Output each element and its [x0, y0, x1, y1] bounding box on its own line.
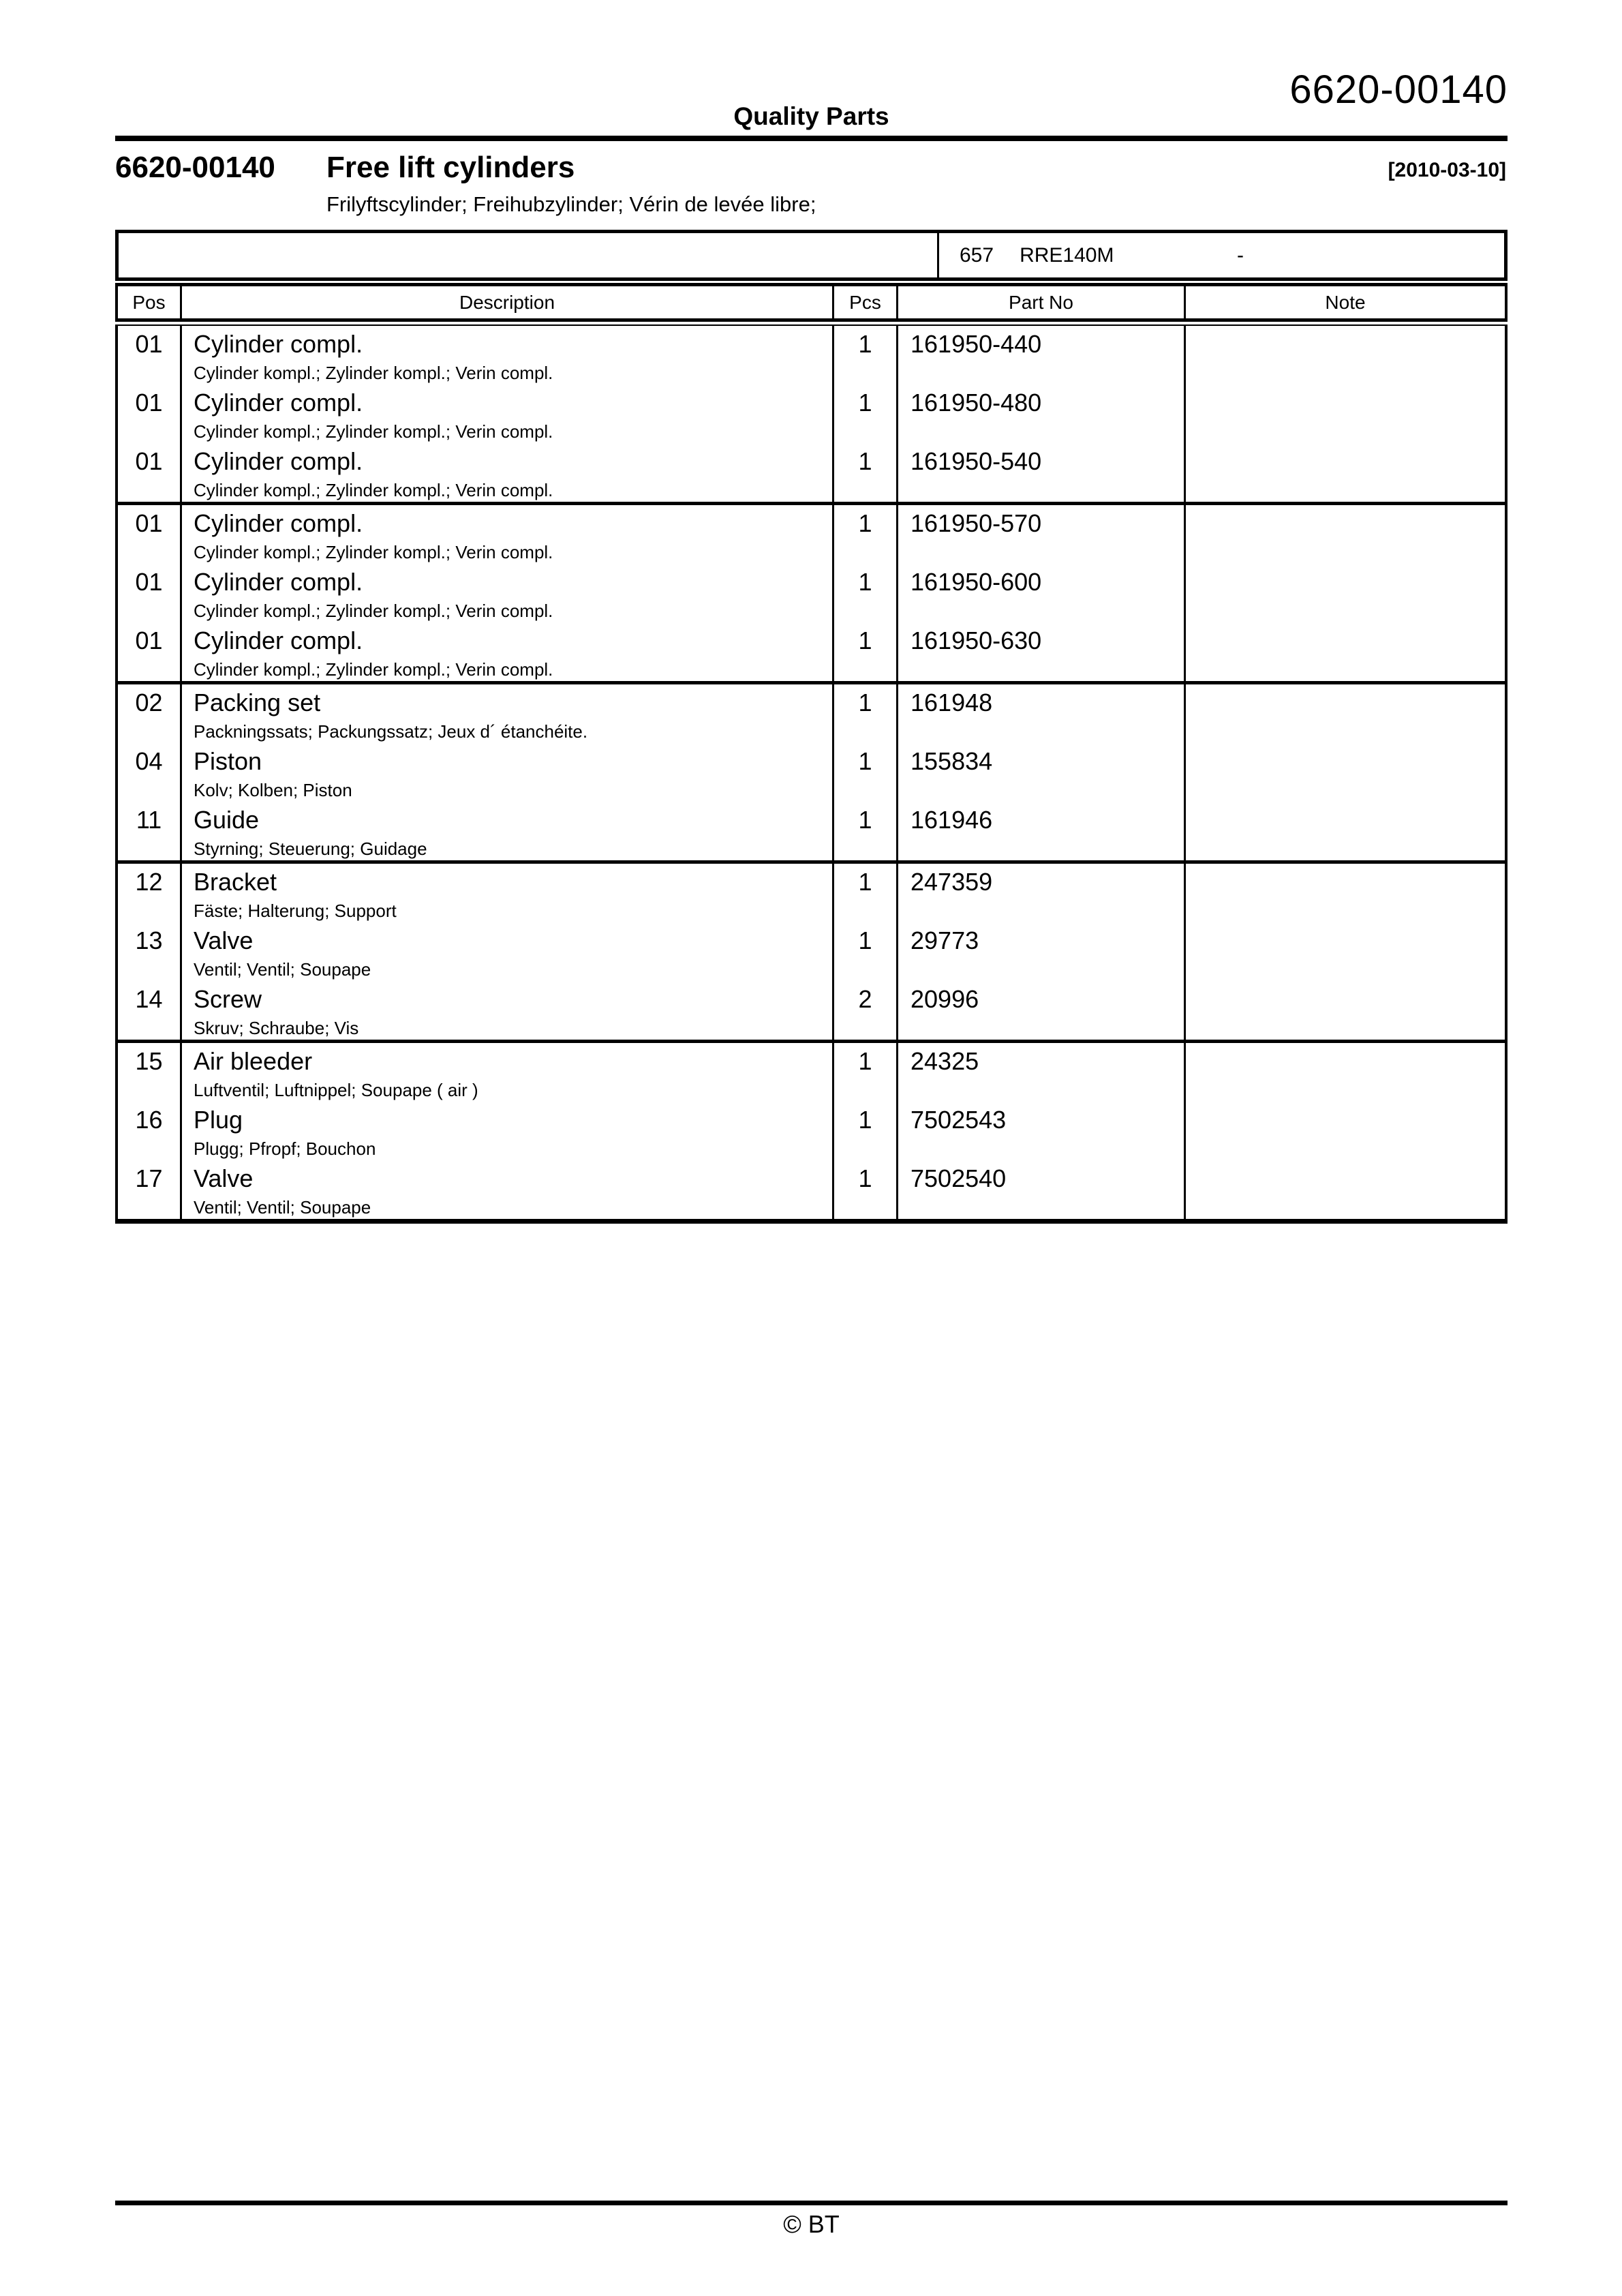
- pcs-cell: 1: [834, 622, 898, 681]
- model-dash: -: [1237, 243, 1244, 267]
- part-no-cell: 247359: [898, 864, 1186, 922]
- pos-cell: 01: [118, 384, 182, 443]
- parts-group: [118, 864, 1505, 1043]
- footer-rule: [115, 2201, 1508, 2205]
- pos-cell: 01: [118, 622, 182, 681]
- description-intl: Plugg; Pfropf; Bouchon: [194, 1138, 376, 1159]
- description-cell: [182, 743, 834, 802]
- description-main: Cylinder compl.: [194, 389, 363, 417]
- copyright: © BT: [783, 2210, 840, 2238]
- table-row: [118, 1043, 1505, 1102]
- pos-cell: 01: [118, 326, 182, 384]
- pos-cell: 15: [118, 1043, 182, 1102]
- parts-group: [118, 326, 1505, 505]
- description-main: Packing set: [194, 689, 321, 716]
- description-intl: Fäste; Halterung; Support: [194, 901, 397, 921]
- part-no-cell: 7502540: [898, 1160, 1186, 1219]
- pcs-cell: 1: [834, 864, 898, 922]
- pcs-cell: 1: [834, 922, 898, 981]
- description-cell: [182, 922, 834, 981]
- note-cell: [1186, 981, 1505, 1040]
- table-row: [118, 384, 1505, 443]
- description-intl: Cylinder kompl.; Zylinder kompl.; Verin compl.: [194, 601, 553, 621]
- part-no-cell: 24325: [898, 1043, 1186, 1102]
- description-main: Cylinder compl.: [194, 509, 363, 537]
- table-row: [118, 864, 1505, 922]
- column-header-description: Description: [182, 286, 834, 318]
- description-main: Cylinder compl.: [194, 447, 363, 475]
- note-cell: [1186, 743, 1505, 802]
- description-main: Cylinder compl.: [194, 330, 363, 358]
- pos-cell: 17: [118, 1160, 182, 1219]
- description-cell: [182, 1043, 834, 1102]
- description-main: Valve: [194, 926, 254, 954]
- description-main: Screw: [194, 985, 262, 1013]
- description-intl: Luftventil; Luftnippel; Soupape ( air ): [194, 1080, 478, 1100]
- description-intl: Skruv; Schraube; Vis: [194, 1018, 359, 1038]
- description-cell: [182, 622, 834, 681]
- column-header-pcs: Pcs: [834, 286, 898, 318]
- pos-cell: 02: [118, 684, 182, 743]
- pos-cell: 11: [118, 802, 182, 860]
- model-name: RRE140M: [1020, 243, 1114, 267]
- column-header-note: Note: [1325, 291, 1366, 313]
- header-rule: [115, 136, 1508, 141]
- part-no-cell: 161948: [898, 684, 1186, 743]
- table-row: [118, 564, 1505, 622]
- parts-group: [118, 505, 1505, 684]
- table-row: [118, 922, 1505, 981]
- pos-cell: 01: [118, 505, 182, 564]
- description-main: Piston: [194, 747, 262, 775]
- table-row: [118, 443, 1505, 502]
- description-main: Valve: [194, 1164, 254, 1192]
- description-intl: Cylinder kompl.; Zylinder kompl.; Verin compl.: [194, 363, 553, 383]
- parts-group: [118, 684, 1505, 864]
- pcs-cell: 1: [834, 326, 898, 384]
- table-row: [118, 1160, 1505, 1219]
- pcs-cell: 1: [834, 684, 898, 743]
- note-cell: [1186, 505, 1505, 564]
- description-intl: Cylinder kompl.; Zylinder kompl.; Verin compl.: [194, 542, 553, 562]
- pcs-cell: 1: [834, 505, 898, 564]
- table-row: [118, 684, 1505, 743]
- pcs-cell: 1: [834, 1160, 898, 1219]
- description-main: Guide: [194, 806, 260, 834]
- brand-title: Quality Parts: [733, 102, 889, 130]
- part-no-cell: 161950-600: [898, 564, 1186, 622]
- description-cell: [182, 505, 834, 564]
- part-no-cell: 20996: [898, 981, 1186, 1040]
- note-cell: [1186, 802, 1505, 860]
- page-title-code: 6620-00140: [115, 151, 275, 184]
- description-cell: [182, 802, 834, 860]
- note-cell: [1186, 922, 1505, 981]
- pcs-cell: 2: [834, 981, 898, 1040]
- description-cell: [182, 384, 834, 443]
- note-cell: [1186, 1160, 1505, 1219]
- parts-group: [118, 1043, 1505, 1219]
- part-no-cell: 29773: [898, 922, 1186, 981]
- pos-cell: 14: [118, 981, 182, 1040]
- pcs-cell: 1: [834, 1043, 898, 1102]
- part-no-cell: 161950-540: [898, 443, 1186, 502]
- pos-cell: 01: [118, 564, 182, 622]
- pcs-cell: 1: [834, 564, 898, 622]
- note-cell: [1186, 864, 1505, 922]
- note-cell: [1186, 384, 1505, 443]
- model-box: [115, 230, 1508, 281]
- description-intl: Ventil; Ventil; Soupape: [194, 1197, 371, 1218]
- pos-cell: 12: [118, 864, 182, 922]
- description-intl: Styrning; Steuerung; Guidage: [194, 839, 427, 859]
- description-intl: Kolv; Kolben; Piston: [194, 780, 352, 800]
- description-main: Plug: [194, 1106, 243, 1134]
- pos-cell: 16: [118, 1102, 182, 1160]
- description-cell: [182, 443, 834, 502]
- part-no-cell: 161950-480: [898, 384, 1186, 443]
- pcs-cell: 1: [834, 384, 898, 443]
- pcs-cell: 1: [834, 443, 898, 502]
- description-main: Cylinder compl.: [194, 568, 363, 596]
- page-subtitle: Frilyftscylinder; Freihubzylinder; Vérin de levée libre;: [326, 192, 816, 216]
- note-cell: [1186, 684, 1505, 743]
- pcs-cell: 1: [834, 743, 898, 802]
- description-main: Cylinder compl.: [194, 626, 363, 654]
- table-row: [118, 743, 1505, 802]
- pcs-cell: 1: [834, 1102, 898, 1160]
- part-no-cell: 7502543: [898, 1102, 1186, 1160]
- description-main: Air bleeder: [194, 1047, 313, 1075]
- description-cell: [182, 981, 834, 1040]
- note-cell: [1186, 622, 1505, 681]
- column-header-pos: Pos: [118, 286, 182, 318]
- description-intl: Cylinder kompl.; Zylinder kompl.; Verin compl.: [194, 480, 553, 500]
- model-code: 657: [960, 243, 994, 267]
- table-row: [118, 622, 1505, 681]
- part-no-cell: 155834: [898, 743, 1186, 802]
- description-cell: [182, 864, 834, 922]
- table-header-row: [115, 283, 1508, 322]
- note-cell: [1186, 326, 1505, 384]
- part-no-cell: 161950-570: [898, 505, 1186, 564]
- description-intl: Packningssats; Packungssatz; Jeux d´ étanchéite.: [194, 721, 588, 742]
- parts-table-body: [115, 324, 1508, 1224]
- description-intl: Cylinder kompl.; Zylinder kompl.; Verin compl.: [194, 421, 553, 442]
- description-cell: [182, 1160, 834, 1219]
- pos-cell: 13: [118, 922, 182, 981]
- pcs-cell: 1: [834, 802, 898, 860]
- model-box-empty-cell: [119, 233, 939, 277]
- description-cell: [182, 684, 834, 743]
- model-box-model-cell: [939, 233, 1504, 277]
- pos-cell: 01: [118, 443, 182, 502]
- description-cell: [182, 564, 834, 622]
- description-cell: [182, 326, 834, 384]
- note-cell: [1186, 1102, 1505, 1160]
- revision-date: [2010-03-10]: [1388, 159, 1506, 181]
- note-cell: [1186, 1043, 1505, 1102]
- description-cell: [182, 1102, 834, 1160]
- page-title: Free lift cylinders: [326, 151, 575, 184]
- doc-number-top: 6620-00140: [1289, 67, 1508, 112]
- part-no-cell: 161946: [898, 802, 1186, 860]
- pos-cell: 04: [118, 743, 182, 802]
- table-row: [118, 981, 1505, 1040]
- part-no-cell: 161950-440: [898, 326, 1186, 384]
- table-row: [118, 326, 1505, 384]
- column-header-part-no: Part No: [898, 286, 1186, 318]
- note-cell: [1186, 443, 1505, 502]
- table-row: [118, 802, 1505, 860]
- part-no-cell: 161950-630: [898, 622, 1186, 681]
- note-cell: [1186, 564, 1505, 622]
- description-main: Bracket: [194, 868, 277, 896]
- table-row: [118, 1102, 1505, 1160]
- description-intl: Cylinder kompl.; Zylinder kompl.; Verin compl.: [194, 659, 553, 680]
- description-intl: Ventil; Ventil; Soupape: [194, 959, 371, 980]
- table-row: [118, 505, 1505, 564]
